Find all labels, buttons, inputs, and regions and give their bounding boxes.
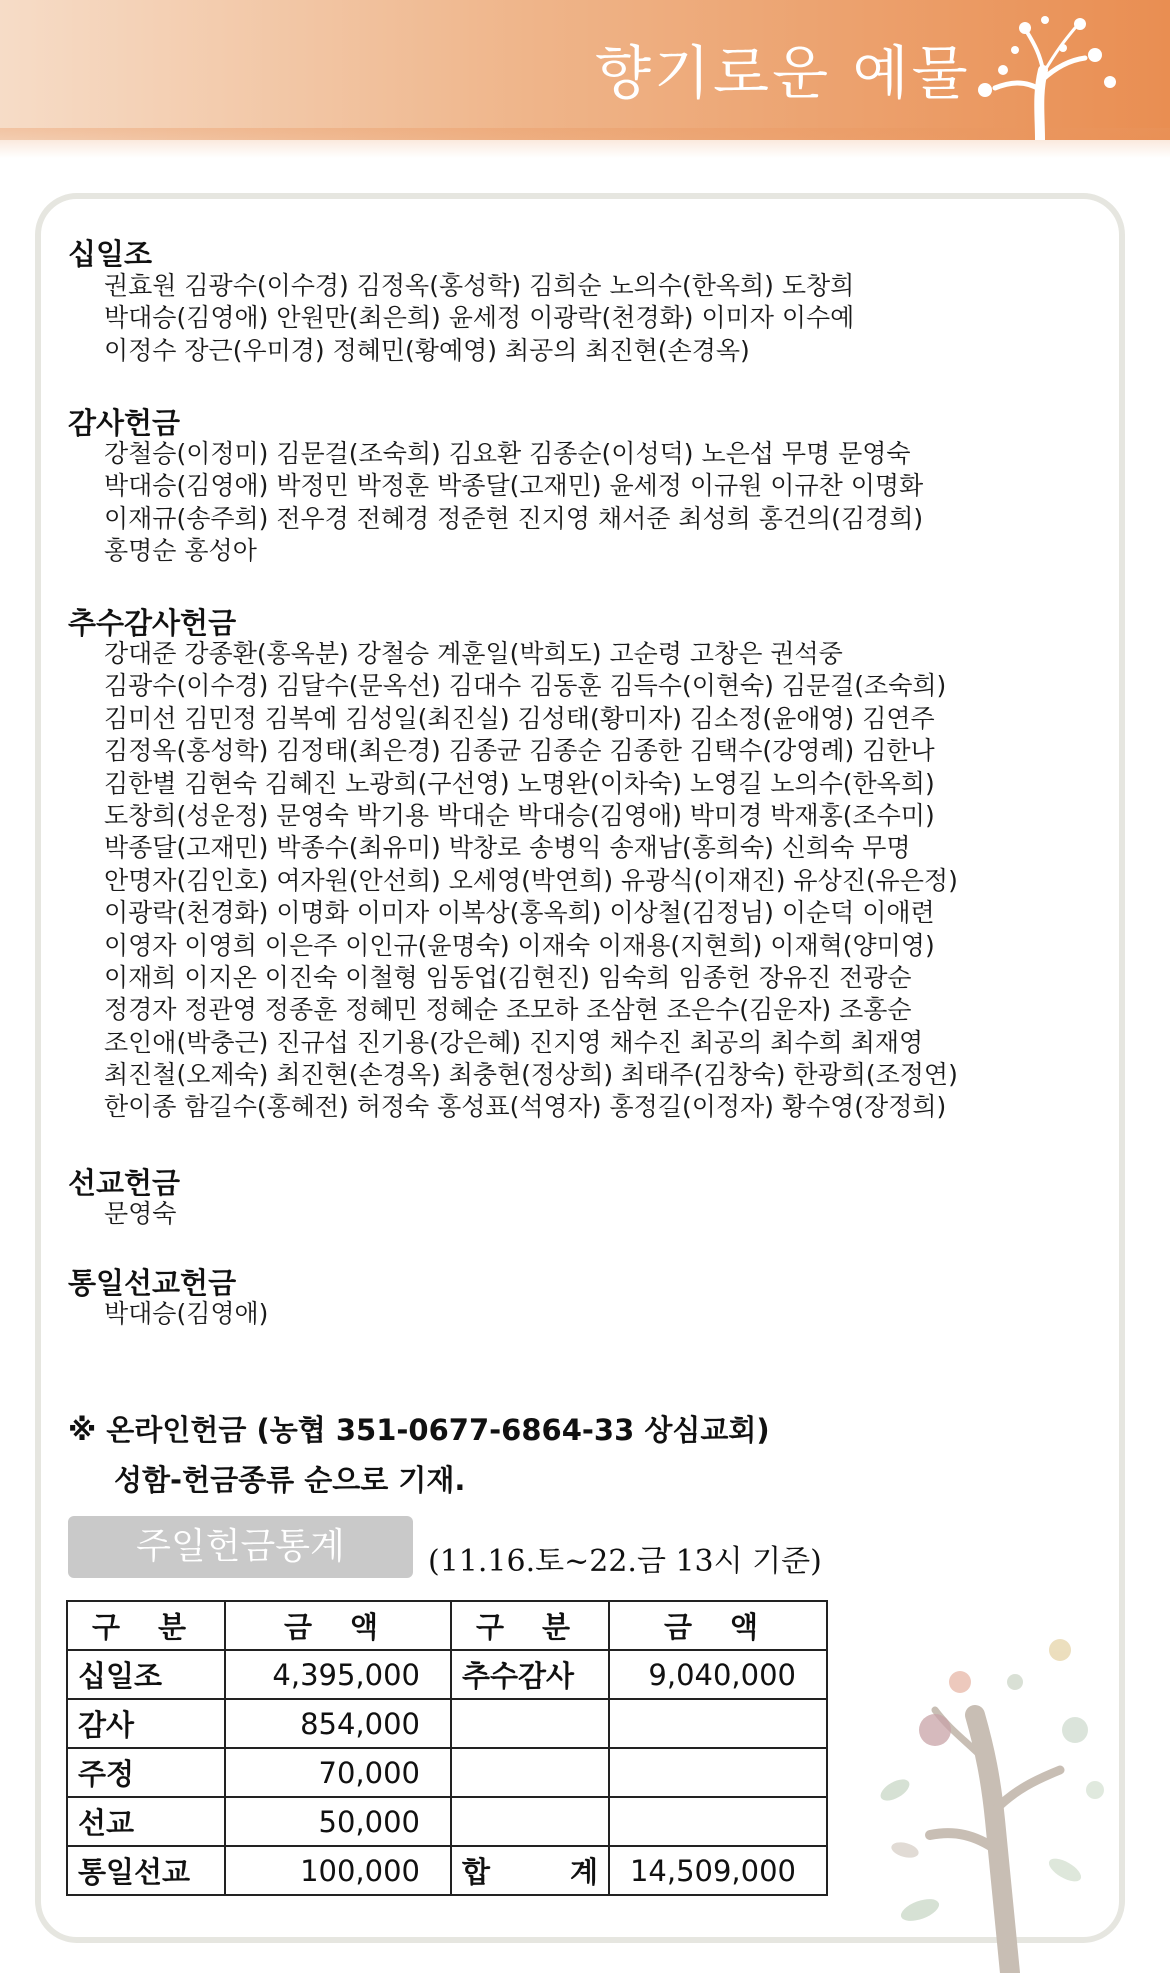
name-line: 이광락(천경화) 이명화 이미자 이복상(홍옥희) 이상철(김정님) 이순덕 이애련 <box>104 898 935 928</box>
amount-value: 9,040,000 <box>609 1650 827 1699</box>
stats-basis-date: (11.16.토~22.금 13시 기준) <box>428 1544 822 1579</box>
category-label <box>451 1748 609 1797</box>
category-label <box>451 1699 609 1748</box>
name-line: 강대준 강종환(홍옥분) 강철승 계훈일(박희도) 고순령 고창은 권석중 <box>104 639 843 668</box>
table-row <box>67 1699 827 1748</box>
table-row <box>67 1797 827 1846</box>
amount-value <box>609 1699 827 1748</box>
tree-flowers-header-icon <box>945 10 1125 140</box>
amount-value: 50,000 <box>225 1797 451 1846</box>
name-line: 박대승(김영애) 박정민 박정훈 박종달(고재민) 윤세정 이규원 이규찬 이명화 <box>104 471 924 501</box>
section-title-tithe: 십일조 <box>68 237 153 271</box>
amount-value: 854,000 <box>225 1699 451 1748</box>
section-title-harvest: 추수감사헌금 <box>68 606 237 640</box>
category-label: 추수감사 <box>451 1650 609 1699</box>
category-label: 주정 <box>67 1748 225 1797</box>
table-row <box>67 1650 827 1699</box>
total-value: 14,509,000 <box>609 1846 827 1895</box>
amount-value: 4,395,000 <box>225 1650 451 1699</box>
section-body-tithe <box>104 270 1084 367</box>
name-line: 박대승(김영애) 안원만(최은희) 윤세정 이광락(천경화) 이미자 이수예 <box>104 303 855 333</box>
name-line: 김정옥(홍성학) 김정태(최은경) 김종균 김종순 김종한 김택수(강영례) 김한나 <box>104 736 935 766</box>
amount-value: 100,000 <box>225 1846 451 1895</box>
name-line: 이재희 이지온 이진숙 이철형 임동업(김현진) 임숙희 임종헌 장유진 전광순 <box>104 962 912 992</box>
table-row <box>67 1846 827 1895</box>
section-body-unification-mission <box>104 1298 1084 1330</box>
name-line: 박종달(고재민) 박종수(최유미) 박창로 송병익 송재남(홍희숙) 신희숙 무명 <box>104 833 911 863</box>
name-line: 한이종 함길수(홍혜전) 허정숙 홍성표(석영자) 홍정길(이정자) 황수영(장정희) <box>104 1092 947 1122</box>
column-header: 구 분 <box>451 1601 609 1650</box>
category-label <box>451 1797 609 1846</box>
name-line: 권효원 김광수(이수경) 김정옥(홍성학) 김희순 노의수(한옥희) 도창희 <box>104 271 855 300</box>
table-header-row <box>67 1601 827 1650</box>
name-line: 최진철(오제숙) 최진현(손경옥) 최충현(정상희) 최태주(김창숙) 한광희(조정연) <box>104 1060 958 1090</box>
amount-value <box>609 1748 827 1797</box>
section-body-mission <box>104 1198 1084 1230</box>
total-label: 합 계 <box>451 1846 609 1895</box>
name-line: 김한별 김현숙 김혜진 노광희(구선영) 노명완(이차숙) 노영길 노의수(한옥희) <box>104 768 935 798</box>
name-line: 김광수(이수경) 김달수(문옥선) 김대수 김동훈 김득수(이현숙) 김문걸(조숙희) <box>104 671 947 701</box>
section-body-harvest <box>104 638 1084 1124</box>
category-label: 감사 <box>67 1699 225 1748</box>
name-line: 이정수 장근(우미경) 정혜민(황예영) 최공의 최진현(손경옥) <box>104 335 750 365</box>
name-line: 문영숙 <box>104 1199 177 1228</box>
online-offering-instruction: 성함-헌금종류 순으로 기재. <box>114 1463 466 1497</box>
column-header: 금 액 <box>225 1601 451 1650</box>
section-title-mission: 선교헌금 <box>68 1166 181 1200</box>
section-body-thanks <box>104 438 1084 568</box>
name-line: 도창희(성운정) 문영숙 박기용 박대순 박대승(김영애) 박미경 박재홍(조수미) <box>104 800 935 830</box>
table-row <box>67 1748 827 1797</box>
category-label: 통일선교 <box>67 1846 225 1895</box>
column-header: 구 분 <box>67 1601 225 1650</box>
name-line: 강철승(이정미) 김문걸(조숙희) 김요환 김종순(이성덕) 노은섭 무명 문영숙 <box>104 439 911 468</box>
category-label: 십일조 <box>67 1650 225 1699</box>
category-label: 선교 <box>67 1797 225 1846</box>
name-line: 이재규(송주희) 전우경 전혜경 정준현 진지영 채서준 최성희 홍건의(김경희) <box>104 503 924 533</box>
name-line: 박대승(김영애) <box>104 1299 269 1328</box>
name-line: 홍명순 홍성아 <box>104 536 257 566</box>
name-line: 이영자 이영희 이은주 이인규(윤명숙) 이재숙 이재용(지현희) 이재혁(양미영) <box>104 930 935 960</box>
name-line: 김미선 김민정 김복예 김성일(최진실) 김성태(황미자) 김소정(윤애영) 김연주 <box>104 703 935 733</box>
name-line: 안명자(김인호) 여자원(안선희) 오세영(박연희) 유광식(이재진) 유상진(유은정) <box>104 865 958 895</box>
name-line: 정경자 정관영 정종훈 정혜민 정혜순 조모하 조삼현 조은수(김운자) 조홍순 <box>104 995 912 1025</box>
online-offering-notice: ※ 온라인헌금 (농협 351-0677-6864-33 상심교회) <box>68 1413 770 1447</box>
column-header: 금 액 <box>609 1601 827 1650</box>
section-title-thanks: 감사헌금 <box>68 406 181 440</box>
tree-flowers-corner-icon <box>835 1620 1155 1973</box>
offering-stats-table <box>66 1600 828 1896</box>
name-line: 조인애(박충근) 진규섭 진기용(강은혜) 진지영 채수진 최공의 최수희 최재영 <box>104 1027 924 1057</box>
stats-badge: 주일헌금통계 <box>68 1516 413 1578</box>
page-title: 향기로운 예물 <box>595 39 971 107</box>
section-title-unification-mission: 통일선교헌금 <box>68 1266 237 1300</box>
amount-value <box>609 1797 827 1846</box>
amount-value: 70,000 <box>225 1748 451 1797</box>
